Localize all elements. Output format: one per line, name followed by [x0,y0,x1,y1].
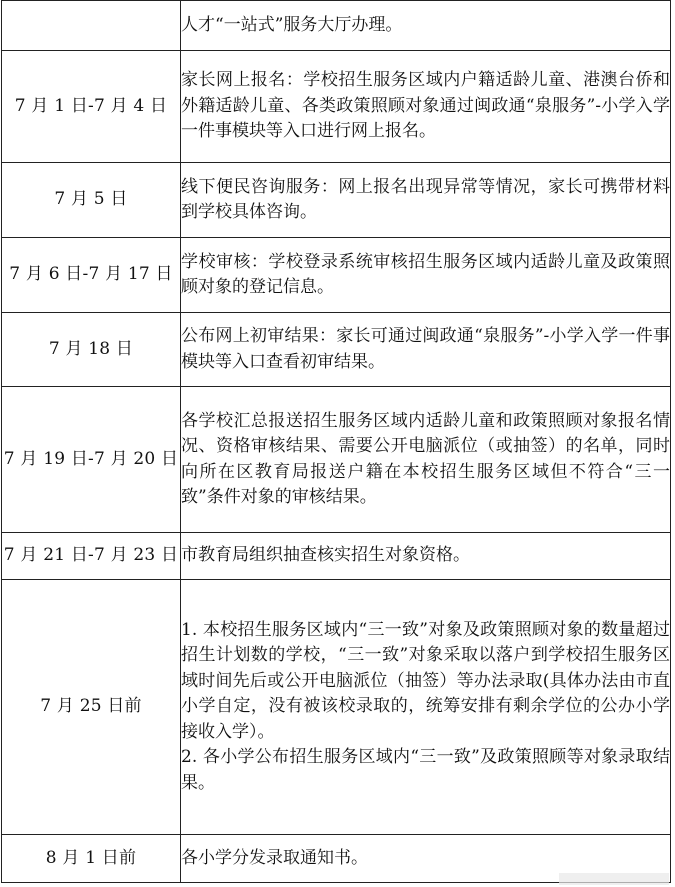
description-text: 线下便民咨询服务：网上报名出现异常等情况，家长可携带材料到学校具体咨询。 [181,176,670,222]
description-cell [181,313,671,387]
description-cell [181,387,671,533]
description-text: 学校审核：学校登录系统审核招生服务区域内适龄儿童及政策照顾对象的登记信息。 [181,251,670,297]
description-text: 家长网上报名：学校招生服务区域内户籍适龄儿童、港澳台侨和外籍适龄儿童、各类政策照顾对象通过闽政通“泉服务”-小学入学一件事模块等入口进行网上报名。 [181,70,670,142]
table-row [2,387,671,533]
date-cell: 7 月 5 日 [2,163,181,238]
table-row [2,238,671,313]
table-row [2,163,671,238]
date-cell: 7 月 25 日前 [2,580,181,835]
description-text: 公布网上初审结果：家长可通过闽政通“泉服务”-小学入学一件事模块等入口查看初审结果。 [181,326,670,372]
date-cell: 8 月 1 日前 [2,835,181,883]
table-row [2,51,671,163]
description-cell [181,163,671,238]
description-cell [181,1,671,51]
description-cell [181,533,671,580]
description-text: 2. 各小学公布招生服务区域内“三一致”及政策照顾等对象录取结果。 [181,747,670,793]
enrollment-schedule-table [1,0,671,883]
corner-watermark [559,873,669,885]
description-text: 各小学分发录取通知书。 [181,847,368,868]
date-cell [2,1,181,51]
table-row [2,313,671,387]
table-row [2,533,671,580]
description-text: 市教育局组织抽查核实招生对象资格。 [181,545,470,566]
date-cell: 7 月 1 日-7 月 4 日 [2,51,181,163]
table-row [2,580,671,835]
description-text: 各学校汇总报送招生服务区域内适龄儿童和政策照顾对象报名情况、资格审核结果、需要公开电脑派位（或抽签）的名单，同时向所在区教育局报送户籍在本校招生服务区域但不符合“三一致”条件对象的审核结果。 [181,410,670,507]
date-cell: 7 月 6 日-7 月 17 日 [2,238,181,313]
date-cell: 7 月 19 日-7 月 20 日 [2,387,181,533]
table-row [2,1,671,51]
description-text: 1. 本校招生服务区域内“三一致”对象及政策照顾对象的数量超过招生计划数的学校，“三一致”对象采取以落户到学校招生服务区域时间先后或公开电脑派位（抽签）等办法录取(具体办法由市直小学自定，没有被该校录取的，统筹安排有剩余学位的公办小学接收入学）。 [181,619,670,742]
description-cell [181,238,671,313]
description-text: 人才“一站式”服务大厅办理。 [181,14,403,35]
date-cell: 7 月 18 日 [2,313,181,387]
description-cell [181,580,671,835]
date-cell: 7 月 21 日-7 月 23 日 [2,533,181,580]
description-cell [181,51,671,163]
